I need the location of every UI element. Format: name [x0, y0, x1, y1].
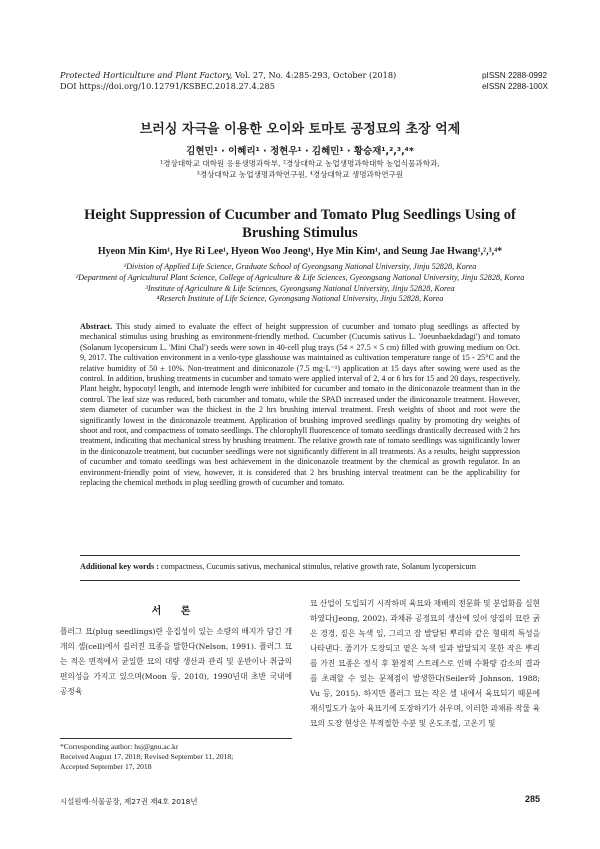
body-column-left: 플러그 묘(plug seedlings)란 응집성이 있는 소량의 배지가 담긴 개개의 셀(cell)에서 길러진 묘종을 말한다(Nelson, 1991). 플러그 묘는 적은 면적에서 균일한 묘의 대량 생산과 관리 및 운반이나 취급의 편의성을 가지고 있으며(Moon 등, 2010), 1990년대 초반 국내에 공정육: [60, 627, 292, 696]
english-affiliation-line: ³Institute of Agriculture & Life Sciences, Gyeongsang National University, Jinju 52828, Korea: [145, 283, 455, 293]
english-affiliations: [0, 262, 600, 305]
accepted-date: Accepted September 17, 2018: [60, 762, 152, 771]
doi-link[interactable]: DOI https://doi.org/10.12791/KSBEC.2018.27.4.285: [60, 81, 275, 91]
keywords-bottom-rule: [80, 580, 520, 581]
keywords-text: compactness, Cucumis sativus, mechanical stimulus, relative growth rate, Solanum lycopersicum: [158, 562, 476, 571]
issn-block: [482, 70, 548, 92]
keywords-label: Additional key words :: [80, 562, 159, 571]
received-date: Received August 17, 2018; Revised September 11, 2018;: [60, 752, 234, 761]
keywords: [80, 562, 520, 572]
korean-affiliation-line: ¹경상대학교 대학원 응용생명과학부, ²경상대학교 농업생명과학대학 농업식물과학과,: [160, 159, 440, 168]
english-affiliation-line: ⁴Reserch Institute of Life Science, Gyeongsang National University, Jinju 52828, Korea: [156, 294, 444, 304]
footer-journal: 시설원예·식물공장, 제27권 제4호 2018년: [60, 797, 198, 806]
korean-affiliation-line: ³경상대학교 농업생명과학연구원, ⁴경상대학교 생명과학연구원: [196, 170, 404, 179]
korean-authors: 김현민¹ · 이혜리¹ · 정현우¹ · 김혜민¹ · 황승재¹,²,³,⁴*: [186, 146, 414, 157]
korean-affiliations: [0, 158, 600, 180]
abstract: [80, 322, 520, 489]
english-affiliation-line: ¹Division of Applied Life Science, Graduate School of Gyeongsang National University, Jinju 52828, Korea: [123, 262, 477, 271]
keywords-top-rule: [80, 555, 520, 556]
english-affiliation-line: ²Department of Agricultural Plant Science, College of Agriculture & Life Sciences, Gyeongsang National University, Jinju 52828, Korea: [75, 272, 525, 282]
english-authors: Hyeon Min Kim¹, Hye Ri Lee¹, Hyeon Woo Jeong¹, Hye Min Kim¹, and Seung Jae Hwang¹,²,³,⁴*: [97, 246, 503, 257]
abstract-text: This study aimed to evaluate the effect of height suppression of cucumber and tomato plug seedlings as affected by mechanical stimulus using brushing as environment-friendly method. Cucumber (Cucumis sativus L. 'Joeunbaekdadagi') and tomato (Solanum lycopersicum L. 'Mini Chal') seeds were sown in 40-cell plug trays (54 × 27.5 × 5 cm) filled with growing medium on Oct. 9, 2017. The cultivation environment in a venlo-type glasshouse was maintained as cultivation temperature range of 15 - 25°C and the relative humidity of 50 ± 10%. Non-treatment and diniconazole (7.5 mg·L⁻¹) application at 15 days after sowing were used as the control. In addition, brushing treatments in cucumber and tomato were applied interval of 2, 4 or 6 hrs for 15 and 20 days, respectively. Plant height, hypocotyl length, and internode length were inhibited for cucumber and tomato in the diniconazole treatment than in the control. The leaf size was reduced, both cucumber and tomato, while the SPAD increased under the diniconazole treatment. However, stem diameter of cucumber was the thickest in the 2 hrs brushing interval treatment. Fresh weights of shoot and root were the significantly lowest in the diniconazole treatment. Application of brushing improved seedlings quality by promoting dry weights of shoot and root, and compactness of tomato seedlings. The chlorophyll fluorescence of tomato seedlings drastically decreased with 2 hrs treatment, indicating that mechanical stress by brushing treatment. The relative growth rate of tomato seedlings was significantly lower in the diniconazole treatment, but cucumber seedlings were not significantly different in all treatments. As a results, height suppression of cucumber and tomato seedlings was best achievement in the diniconazole treatment by the chemical as growth regulator. In an environment-friendly point of view, however, it is considered that 2 hrs brushing interval treatment can be the applicability for replacing the chemical methods in plug seedling growth of cucumber and tomato.: [80, 322, 520, 488]
pissn: pISSN 2288-0992: [482, 71, 548, 80]
korean-title: 브러싱 자극을 이용한 오이와 토마토 공정묘의 초장 억제: [139, 122, 461, 137]
eissn: eISSN 2288-100X: [482, 82, 548, 91]
corresponding-author: *Corresponding author: hsj@gnu.ac.kr: [60, 742, 179, 751]
journal-header: [60, 70, 396, 92]
footnote-rule: [60, 738, 292, 739]
abstract-label: Abstract.: [80, 322, 113, 331]
footnote: [60, 742, 292, 772]
english-title: Height Suppression of Cucumber and Tomato Plug Seedlings Using of Brushing Stimulus: [84, 207, 516, 241]
section-title-introduction: 서 론: [151, 606, 199, 617]
body-column-right: 묘 산업이 도입되기 시작하며 육묘와 재배의 전문화 및 분업화를 실현하였다(Jeong, 2002). 과채류 공정묘의 생산에 있어 양질의 묘란 굵은 경경, 짙은 녹색 잎, 그리고 잘 발달된 뿌리와 같은 형태적 특성을 나타낸다. 줄기가 도장되고 옅은 녹색 잎과 발달되지 못한 작은 뿌리를 가진 묘종은 정식 후 환경적 스트레스로 인해 수확량 감소의 결과를 초래할 수 있는 문제점이 발생한다(Seiler와 Johnson, 1988; Vu 등, 2015). 하지만 플러그 묘는 작은 셀 내에서 육묘되기 때문에 재식밀도가 높아 육묘기에 도장하기가 쉬우며, 이러한 과채류 작물 육묘의 도장 현상은 부적절한 수분 및 온도조절, 고온기 및: [310, 599, 540, 728]
journal-citation: Protected Horticulture and Plant Factory, Vol. 27, No. 4:285-293, October (2018): [60, 70, 397, 80]
page-number: 285: [524, 794, 540, 804]
